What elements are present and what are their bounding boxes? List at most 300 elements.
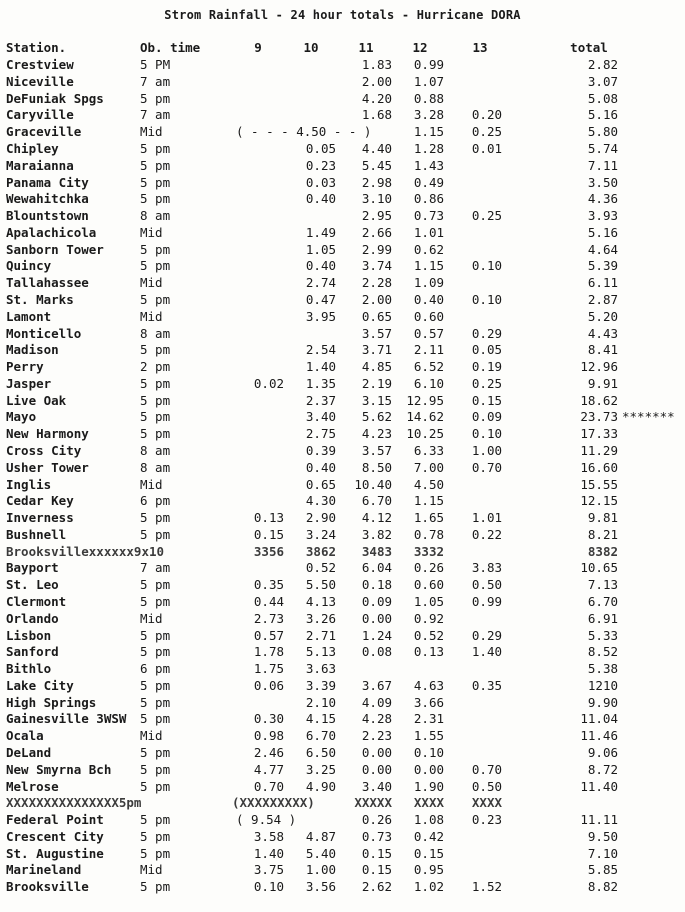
obs-time: 5 pm	[140, 745, 171, 760]
obs-time: 5 pm	[140, 627, 171, 643]
day-12-value: 14.62	[406, 409, 444, 425]
total-value: 6.11	[587, 275, 618, 291]
day-10-value: 3862	[305, 543, 336, 559]
day-10-value: 5.50	[305, 577, 336, 593]
day-12-value: XXXX	[413, 795, 444, 811]
day-13-value: 0.99	[471, 594, 502, 609]
total-value: 4.64	[587, 241, 618, 257]
station-name: XXXXXXXXXXXXXXX5pm	[6, 795, 142, 811]
day-13-value: 0.10	[471, 258, 502, 274]
obs-time: 6 pm	[140, 493, 171, 509]
total-value: 8.52	[587, 644, 618, 660]
day-10-value: 2.71	[305, 627, 336, 643]
station-name: St. Marks	[6, 291, 74, 307]
day-10-value: 0.39	[305, 442, 336, 458]
day-12-value: 12.95	[406, 392, 444, 408]
day-9-value: 0.10	[253, 879, 284, 895]
day-11-value: 6.04	[361, 560, 392, 576]
obs-time: 6 pm	[140, 661, 171, 677]
day-11-value: 3.10	[361, 191, 392, 207]
header-obs-time: Ob. time	[140, 40, 201, 55]
total-value: 5.80	[587, 124, 618, 140]
day-11-value: 0.00	[361, 610, 392, 626]
day-12-value: 1.15	[413, 258, 444, 274]
total-value: 8382	[587, 543, 618, 559]
station-name: Lamont	[6, 308, 52, 324]
bracketed-total: ( - - - 4.50 - - )	[236, 124, 372, 140]
day-12-value: 1.55	[413, 728, 444, 744]
station-name: Mayo	[6, 409, 37, 425]
total-value: 2.87	[587, 291, 618, 307]
obs-time: 5 pm	[140, 526, 171, 542]
day-12-value: 0.00	[413, 761, 444, 777]
day-12-value: 1.02	[413, 879, 444, 895]
obs-time: 5 pm	[140, 375, 171, 391]
header-day-9: 9	[254, 40, 262, 55]
day-9-value: 1.75	[253, 661, 284, 677]
obs-time: 5 pm	[140, 577, 171, 593]
day-13-value: 1.00	[471, 442, 502, 458]
day-9-value: 2.46	[253, 745, 284, 760]
day-11-value: 3.57	[361, 325, 392, 341]
obs-time: 5 pm	[140, 191, 171, 207]
day-11-value: 4.20	[361, 90, 392, 106]
day-12-value: 0.95	[413, 862, 444, 878]
day-11-value: 5.62	[361, 409, 392, 425]
station-name: DeLand	[6, 745, 52, 760]
day-12-value: 1.28	[413, 140, 444, 156]
obs-time: Mid	[140, 728, 163, 744]
day-12-value: 0.10	[413, 745, 444, 760]
day-11-value: 0.00	[361, 745, 392, 760]
day-11-value: 2.19	[361, 375, 392, 391]
day-11-value: 2.66	[361, 224, 392, 240]
obs-time: 8 am	[140, 208, 171, 223]
obs-time: 7 am	[140, 107, 171, 123]
total-value: 17.33	[580, 426, 618, 442]
day-10-value: 0.52	[305, 560, 336, 576]
day-13-value: 0.29	[471, 627, 502, 643]
header-total: total	[570, 40, 608, 55]
day-11-value: 2.99	[361, 241, 392, 257]
day-12-value: 0.26	[413, 560, 444, 576]
station-name: Gainesville 3WSW	[6, 711, 127, 727]
station-name: Cedar Key	[6, 493, 74, 509]
obs-time: Mid	[140, 308, 163, 324]
total-value: 6.70	[587, 594, 618, 609]
obs-time: 5 pm	[140, 174, 171, 190]
station-name: Lake City	[6, 677, 74, 693]
day-10-value: 3.40	[305, 409, 336, 425]
day-10-value: 1.49	[305, 224, 336, 240]
day-13-value: 0.19	[471, 359, 502, 374]
day-12-value: 0.86	[413, 191, 444, 207]
day-9-value: 1.40	[253, 845, 284, 861]
day-10-value: 0.40	[305, 258, 336, 274]
day-11-value: 1.24	[361, 627, 392, 643]
day-13-value: 0.09	[471, 409, 502, 425]
day-12-value: 0.92	[413, 610, 444, 626]
day-12-value: 0.13	[413, 644, 444, 660]
total-value: 23.73	[580, 409, 618, 425]
day-12-value: 1.15	[413, 493, 444, 509]
total-value: 3.93	[587, 208, 618, 223]
day-12-value: 3.66	[413, 694, 444, 710]
day-13-value: 0.23	[471, 812, 502, 828]
day-12-value: 6.10	[413, 375, 444, 391]
total-value: 11.04	[580, 711, 618, 727]
day-13-value: 3.83	[471, 560, 502, 576]
obs-time: 5 PM	[140, 57, 171, 72]
obs-time: 5 pm	[140, 342, 171, 358]
obs-time: 7 am	[140, 73, 171, 89]
obs-time: 5 pm	[140, 761, 171, 777]
day-11-value: 4.12	[361, 510, 392, 526]
day-10-value: 3.25	[305, 761, 336, 777]
day-10-value: 0.40	[305, 191, 336, 207]
day-12-value: 4.50	[413, 476, 444, 492]
obs-time: Mid	[140, 476, 163, 492]
day-12-value: 1.01	[413, 224, 444, 240]
day-10-value: 5.40	[305, 845, 336, 861]
station-name: Caryville	[6, 107, 74, 123]
station-name: High Springs	[6, 694, 97, 710]
day-11-value: 0.15	[361, 862, 392, 878]
station-name: Melrose	[6, 778, 59, 794]
station-name: Crescent City	[6, 828, 104, 844]
total-value: 9.06	[587, 745, 618, 760]
day-12-value: 1.15	[413, 124, 444, 140]
total-value: 1210	[587, 677, 618, 693]
day-9-value: 0.06	[253, 677, 284, 693]
total-value: 11.46	[580, 728, 618, 744]
obs-time: 2 pm	[140, 359, 171, 374]
day-11-value: 0.26	[361, 812, 392, 828]
day-10-value: 3.56	[305, 879, 336, 895]
day-11-value: 0.15	[361, 845, 392, 861]
obs-time: 5 pm	[140, 426, 171, 442]
station-name: Cross City	[6, 442, 82, 458]
day-11-value: 4.09	[361, 694, 392, 710]
station-name: St. Augustine	[6, 845, 104, 861]
station-name: Lisbon	[6, 627, 52, 643]
day-10-value: 3.24	[305, 526, 336, 542]
total-value: 5.20	[587, 308, 618, 324]
station-name: Wewahitchka	[6, 191, 89, 207]
day-12-value: 3332	[413, 543, 444, 559]
station-name: Bushnell	[6, 526, 67, 542]
total-value: 5.85	[587, 862, 618, 878]
obs-time: 5 pm	[140, 392, 171, 408]
day-11-value: 10.40	[354, 476, 392, 492]
day-10-value: 1.35	[305, 375, 336, 391]
day-11-value: 2.00	[361, 73, 392, 89]
total-value: 11.40	[580, 778, 618, 794]
day-12-value: 7.00	[413, 459, 444, 475]
day-12-value: 6.52	[413, 359, 444, 374]
day-12-value: 1.43	[413, 157, 444, 173]
total-value: 11.29	[580, 442, 618, 458]
day-12-value: 1.07	[413, 73, 444, 89]
total-value: 18.62	[580, 392, 618, 408]
station-name: Ocala	[6, 728, 44, 744]
day-11-value: 0.08	[361, 644, 392, 660]
obs-time: Mid	[140, 610, 163, 626]
obs-time: Mid	[140, 224, 163, 240]
day-12-value: 0.99	[413, 57, 444, 72]
day-10-value: 2.90	[305, 510, 336, 526]
station-name: Jasper	[6, 375, 52, 391]
day-13-value: 0.22	[471, 526, 502, 542]
total-value: 8.41	[587, 342, 618, 358]
day-9-value: 0.30	[253, 711, 284, 727]
day-11-value: 0.09	[361, 594, 392, 609]
day-11-value: 0.73	[361, 828, 392, 844]
day-11-value: 1.83	[361, 57, 392, 72]
total-value: 9.81	[587, 510, 618, 526]
day-11-value: 0.18	[361, 577, 392, 593]
day-10-value: 4.13	[305, 594, 336, 609]
obs-time: Mid	[140, 275, 163, 291]
obs-time: 5 pm	[140, 828, 171, 844]
day-9-value: 0.15	[253, 526, 284, 542]
day-12-value: 10.25	[406, 426, 444, 442]
page-title: Strom Rainfall - 24 hour totals - Hurricane DORA	[164, 8, 521, 22]
total-value: 2.82	[587, 57, 618, 72]
day-10-value: 5.13	[305, 644, 336, 660]
obs-time: 5 pm	[140, 140, 171, 156]
day-13-value: 0.50	[471, 577, 502, 593]
total-value: 5.38	[587, 661, 618, 677]
obs-time: 5 pm	[140, 510, 171, 526]
day-11-value: 4.85	[361, 359, 392, 374]
day-10-value: 6.70	[305, 728, 336, 744]
day-11-value: 3.15	[361, 392, 392, 408]
obs-time: 5 pm	[140, 258, 171, 274]
station-name: Bayport	[6, 560, 59, 576]
station-name: Maraianna	[6, 157, 74, 173]
day-11-value: 6.70	[361, 493, 392, 509]
total-value: 5.16	[587, 224, 618, 240]
header-day-10: 10	[303, 40, 319, 55]
total-value: 5.74	[587, 140, 618, 156]
header-day-11: 11	[358, 40, 374, 55]
day-11-value: 2.62	[361, 879, 392, 895]
day-12-value: 0.62	[413, 241, 444, 257]
day-11-value: 2.00	[361, 291, 392, 307]
total-value: 9.50	[587, 828, 618, 844]
total-value: 9.91	[587, 375, 618, 391]
day-13-value: 0.20	[471, 107, 502, 123]
day-10-value: 1.40	[305, 359, 336, 374]
day-10-value: 2.75	[305, 426, 336, 442]
header-station: Station.	[6, 40, 67, 55]
total-value: 7.11	[587, 157, 618, 173]
day-11-value: 3.74	[361, 258, 392, 274]
total-value: 5.33	[587, 627, 618, 643]
total-value: 7.10	[587, 845, 618, 861]
station-name: New Harmony	[6, 426, 89, 442]
day-9-value: 4.77	[253, 761, 284, 777]
day-10-value: 3.39	[305, 677, 336, 693]
obs-time: 5 pm	[140, 694, 171, 710]
day-11-value: 2.95	[361, 208, 392, 223]
obs-time: 8 am	[140, 325, 171, 341]
day-11-value: 4.23	[361, 426, 392, 442]
day-11-value: 4.40	[361, 140, 392, 156]
day-13-value: 0.50	[471, 778, 502, 794]
day-11-value: 3.82	[361, 526, 392, 542]
total-value: 5.16	[587, 107, 618, 123]
day-9-value: 0.02	[253, 375, 284, 391]
obs-time: 8 am	[140, 459, 171, 475]
day-10-value: 0.03	[305, 174, 336, 190]
obs-time: 5 pm	[140, 594, 171, 609]
day-13-value: XXXX	[471, 795, 502, 811]
total-value: 4.36	[587, 191, 618, 207]
total-value: 5.08	[587, 90, 618, 106]
day-12-value: 0.60	[413, 308, 444, 324]
obs-time: 5 pm	[140, 845, 171, 861]
obs-time: 5 pm	[140, 879, 171, 895]
day-9-value: 3.75	[253, 862, 284, 878]
day-13-value: 1.40	[471, 644, 502, 660]
day-10-value: 4.87	[305, 828, 336, 844]
day-9-value: 3.58	[253, 828, 284, 844]
station-name: Panama City	[6, 174, 89, 190]
day-11-value: 1.68	[361, 107, 392, 123]
day-12-value: 4.63	[413, 677, 444, 693]
day-9-value: (XXXXXXXXX)	[232, 795, 315, 811]
station-name: Clermont	[6, 594, 67, 609]
obs-time: 5 pm	[140, 812, 171, 828]
day-13-value: 0.70	[471, 761, 502, 777]
obs-time: 5 pm	[140, 241, 171, 257]
obs-time: 5 pm	[140, 677, 171, 693]
station-name: Brooksvillexxxxxx9x10	[6, 543, 165, 559]
day-11-value: 4.28	[361, 711, 392, 727]
day-12-value: 0.52	[413, 627, 444, 643]
total-value: 15.55	[580, 476, 618, 492]
total-value: 16.60	[580, 459, 618, 475]
total-value: 3.50	[587, 174, 618, 190]
day-12-value: 0.78	[413, 526, 444, 542]
day-9-value: 0.70	[253, 778, 284, 794]
day-9-value: 0.44	[253, 594, 284, 609]
station-name: St. Leo	[6, 577, 59, 593]
day-12-value: 1.90	[413, 778, 444, 794]
day-12-value: 0.73	[413, 208, 444, 223]
day-10-value: 0.47	[305, 291, 336, 307]
station-name: Blountstown	[6, 208, 89, 223]
station-name: Chipley	[6, 140, 59, 156]
day-10-value: 2.74	[305, 275, 336, 291]
day-13-value: 0.10	[471, 426, 502, 442]
day-10-value: 2.10	[305, 694, 336, 710]
station-name: DeFuniak Spgs	[6, 90, 104, 106]
day-10-value: 6.50	[305, 745, 336, 760]
day-11-value: 3.71	[361, 342, 392, 358]
day-13-value: 1.01	[471, 510, 502, 526]
day-11-value: 5.45	[361, 157, 392, 173]
station-name: Inverness	[6, 510, 74, 526]
note-marker: *******	[622, 409, 675, 425]
day-9-value: 0.13	[253, 510, 284, 526]
total-value: 8.21	[587, 526, 618, 542]
day-12-value: 0.49	[413, 174, 444, 190]
day-13-value: 0.05	[471, 342, 502, 358]
obs-time: 5 pm	[140, 90, 171, 106]
day-11-value: 2.28	[361, 275, 392, 291]
day-11-value: 3.40	[361, 778, 392, 794]
obs-time: 5 pm	[140, 157, 171, 173]
day-11-value: 3.67	[361, 677, 392, 693]
day-13-value: 0.25	[471, 124, 502, 140]
station-name: Monticello	[6, 325, 82, 341]
day-13-value: 0.01	[471, 140, 502, 156]
station-name: Inglis	[6, 476, 52, 492]
day-12-value: 0.88	[413, 90, 444, 106]
station-name: Bithlo	[6, 661, 52, 677]
day-12-value: 0.15	[413, 845, 444, 861]
day-12-value: 2.31	[413, 711, 444, 727]
day-11-value: 3483	[361, 543, 392, 559]
station-name: Niceville	[6, 73, 74, 89]
day-10-value: 3.63	[305, 661, 336, 677]
station-name: Crestview	[6, 57, 74, 72]
total-value: 8.72	[587, 761, 618, 777]
day-12-value: 1.05	[413, 594, 444, 609]
day-13-value: 0.70	[471, 459, 502, 475]
day-11-value: 2.98	[361, 174, 392, 190]
total-value: 6.91	[587, 610, 618, 626]
day-9-value: 0.98	[253, 728, 284, 744]
station-name: Apalachicola	[6, 224, 97, 240]
day-10-value: 0.23	[305, 157, 336, 173]
total-value: 4.43	[587, 325, 618, 341]
day-12-value: 1.08	[413, 812, 444, 828]
obs-time: 5 pm	[140, 778, 171, 794]
total-value: 3.07	[587, 73, 618, 89]
day-10-value: 3.95	[305, 308, 336, 324]
station-name: Tallahassee	[6, 275, 89, 291]
obs-time: Mid	[140, 124, 163, 140]
station-name: Federal Point	[6, 812, 104, 828]
total-value: 11.11	[580, 812, 618, 828]
obs-time: 5 pm	[140, 409, 171, 425]
day-11-value: 3.57	[361, 442, 392, 458]
day-13-value: 0.25	[471, 208, 502, 223]
day-10-value: 2.54	[305, 342, 336, 358]
day-9-value: 3356	[253, 543, 284, 559]
day-9-value: 0.57	[253, 627, 284, 643]
header-day-13: 13	[472, 40, 488, 55]
obs-time: 5 pm	[140, 291, 171, 307]
day-10-value: 2.37	[305, 392, 336, 408]
day-10-value: 0.65	[305, 476, 336, 492]
bracketed-total: ( 9.54 )	[236, 812, 297, 828]
day-12-value: 0.40	[413, 291, 444, 307]
day-12-value: 0.57	[413, 325, 444, 341]
day-13-value: 0.25	[471, 375, 502, 391]
day-13-value: 0.10	[471, 291, 502, 307]
day-11-value: 8.50	[361, 459, 392, 475]
obs-time: 7 am	[140, 560, 171, 576]
station-name: Sanborn Tower	[6, 241, 104, 257]
station-name: Live Oak	[6, 392, 67, 408]
station-name: Madison	[6, 342, 59, 358]
total-value: 5.39	[587, 258, 618, 274]
